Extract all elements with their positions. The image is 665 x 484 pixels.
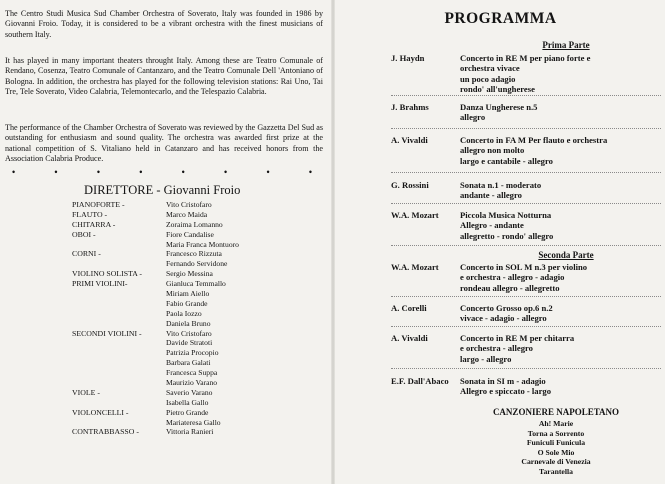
- roster-row: [72, 368, 322, 378]
- work-line: allegro non molto: [460, 145, 525, 156]
- entry-divider: [391, 172, 661, 173]
- composer-name: A. Vivaldi: [391, 135, 428, 145]
- musician-name: Barbara Galati: [166, 358, 211, 368]
- roster-row: [72, 418, 322, 428]
- work-line: andante - allegro: [460, 190, 522, 201]
- work-description: [460, 210, 665, 241]
- section-label: [72, 358, 166, 368]
- musician-name: Fabio Grande: [166, 298, 208, 308]
- roster-row: [72, 289, 322, 299]
- section-label: OBOI -: [72, 229, 96, 239]
- section-label: PIANOFORTE -: [72, 200, 125, 209]
- work-description: [460, 303, 665, 324]
- left-page: [0, 0, 330, 484]
- right-page: [336, 0, 665, 484]
- composer-name: W.A. Mozart: [391, 210, 439, 220]
- musician-name: Davide Stratoti: [166, 338, 213, 348]
- song-title: Carnevale di Venezia: [521, 457, 591, 467]
- composer-name: A. Corelli: [391, 303, 427, 313]
- work-line: rondeau allegro - allegretto: [460, 282, 560, 293]
- work-line: Sonata n.1 - moderato: [460, 180, 542, 190]
- musician-name: Maurizio Varano: [166, 378, 218, 388]
- musician-name: Gianluca Temmallo: [166, 279, 226, 289]
- entry-divider: [391, 128, 661, 129]
- song-title: Tarantella: [539, 466, 573, 476]
- composer-name: G. Rossini: [391, 180, 429, 190]
- roster-row: [72, 269, 322, 279]
- director-heading: DIRETTORE - Giovanni Froio: [84, 183, 241, 197]
- work-line: e orchestra - allegro: [460, 343, 533, 354]
- section-label: CORNI -: [72, 249, 101, 259]
- work-description: [460, 53, 665, 94]
- about-paragraph-3: The performance of the Chamber Orchestra of Soverato was reviewed by the Gazzetta Del Sud as outstanding for enthusiasm and sound quality. The orchestra was awarded first prize at the national competition of S. Vitaliano held in Catanzaro and has received honors from the Association Calabria Produce.: [5, 123, 323, 164]
- roster-row: [72, 408, 322, 418]
- section-label: [72, 240, 166, 250]
- work-line: largo - allegro: [460, 353, 512, 364]
- canzoniere-list: [456, 419, 656, 477]
- work-line: un poco adagio: [460, 73, 516, 84]
- work-line: allegro: [460, 112, 486, 123]
- musician-name: Francesco Rizzuta: [166, 249, 222, 259]
- section-label: [72, 398, 166, 408]
- work-line: Danza Ungherese n.5: [460, 102, 538, 112]
- page-fold: [331, 0, 335, 484]
- section-label: CONTRABBASSO -: [72, 427, 139, 437]
- musician-name: Sergio Messina: [166, 269, 213, 279]
- roster-row: [72, 427, 322, 437]
- roster-row: [72, 279, 322, 289]
- composer-name: A. Vivaldi: [391, 333, 428, 343]
- entry-divider: [391, 245, 661, 246]
- canzoniere-heading: CANZONIERE NAPOLETANO: [492, 407, 620, 417]
- roster-row: [72, 378, 322, 388]
- section-label: [72, 368, 166, 378]
- section-label: FLAUTO -: [72, 209, 108, 219]
- work-description: [460, 180, 665, 201]
- section-label: CHITARRA -: [72, 219, 116, 229]
- roster-row: [72, 319, 322, 329]
- work-line: Piccola Musica Notturna: [460, 210, 552, 220]
- work-line: Sonata in SI m - adagio: [460, 376, 546, 386]
- work-line: largo e cantabile - allegro: [460, 155, 553, 166]
- section-label: [72, 348, 166, 358]
- roster-row: [72, 240, 322, 250]
- dot-separator: • • • • • • • •: [12, 167, 312, 177]
- work-line: rondo' all'ungherese: [460, 83, 535, 94]
- musician-name: Isabella Gallo: [166, 397, 209, 407]
- musician-name: Fiore Candalise: [166, 229, 214, 239]
- work-description: [460, 102, 665, 123]
- work-line: e orchestra - allegro - adagio: [460, 272, 565, 283]
- roster-row: [72, 338, 322, 348]
- section-label: VIOLONCELLI -: [72, 407, 129, 417]
- musician-name: Paola Iozzo: [166, 308, 202, 318]
- work-description: [460, 262, 665, 293]
- section-label: [72, 378, 166, 388]
- prima-parte-heading: Prima Parte: [542, 40, 590, 50]
- musician-name: Daniela Bruno: [166, 318, 211, 328]
- roster-row: [72, 398, 322, 408]
- section-label: [72, 309, 166, 319]
- composer-name: J. Brahms: [391, 102, 429, 112]
- roster-row: [72, 388, 322, 398]
- entry-divider: [391, 95, 661, 96]
- roster-row: [72, 299, 322, 309]
- work-line: Concerto in RE M per piano forte e: [460, 53, 591, 63]
- roster-row: [72, 220, 322, 230]
- section-label: [72, 418, 166, 428]
- work-line: Concerto in SOL M n.3 per violino: [460, 262, 588, 272]
- composer-name: W.A. Mozart: [391, 262, 439, 272]
- seconda-parte-heading: Seconda Parte: [538, 250, 594, 260]
- musician-name: Francesca Suppa: [166, 368, 218, 378]
- musician-name: Vittoria Ranieri: [166, 427, 214, 437]
- entry-divider: [391, 326, 661, 327]
- section-label: [72, 319, 166, 329]
- section-label: VIOLINO SOLISTA -: [72, 269, 142, 279]
- section-label: PRIMI VIOLINI-: [72, 279, 128, 289]
- roster-row: [72, 358, 322, 368]
- work-line: Concerto in FA M Per flauto e orchestra: [460, 135, 608, 145]
- composer-name: J. Haydn: [391, 53, 425, 63]
- work-line: allegretto - rondo' allegro: [460, 230, 554, 241]
- roster-row: [72, 200, 322, 210]
- section-label: [72, 259, 166, 269]
- musician-name: Fernando Servidone: [166, 259, 228, 269]
- song-title: O Sole Mio: [537, 447, 575, 457]
- roster-row: [72, 309, 322, 319]
- section-label: SECONDI VIOLINI -: [72, 328, 142, 338]
- work-line: Allegro - andante: [460, 220, 524, 231]
- work-line: Concerto Grosso op.6 n.2: [460, 303, 553, 313]
- section-label: [72, 299, 166, 309]
- work-line: Allegro e spiccato - largo: [460, 386, 552, 397]
- work-line: orchestra vivace: [460, 63, 520, 74]
- orchestra-roster: [72, 200, 322, 437]
- work-description: [460, 135, 665, 166]
- about-paragraph-1: The Centro Studi Musica Sud Chamber Orchestra of Soverato, Italy was founded in 1986 by Giovanni Froio. Today, it is considered to be a vibrant orchestra with the finest musicians of southern Italy.: [5, 9, 323, 39]
- work-description: [460, 333, 665, 364]
- musician-name: Patrizia Procopio: [166, 348, 219, 358]
- section-label: VIOLE -: [72, 387, 100, 397]
- musician-name: Maria Franca Montuoro: [166, 239, 239, 249]
- work-line: vivace - adagio - allegro: [460, 313, 547, 324]
- entry-divider: [391, 296, 661, 297]
- musician-name: Marco Maida: [166, 209, 208, 219]
- roster-row: [72, 348, 322, 358]
- musician-name: Miriam Aiello: [166, 289, 210, 299]
- section-label: [72, 289, 166, 299]
- song-title: Ah! Marie: [538, 419, 574, 428]
- roster-row: [72, 249, 322, 259]
- entry-divider: [391, 203, 661, 204]
- roster-row: [72, 210, 322, 220]
- musician-name: Saverio Varano: [166, 387, 213, 397]
- composer-name: E.F. Dall'Abaco: [391, 376, 449, 386]
- musician-name: Vito Cristofaro: [166, 200, 212, 209]
- entry-divider: [391, 368, 661, 369]
- song-title: Torna a Sorrento: [527, 428, 585, 438]
- work-line: Concerto in RE M per chitarra: [460, 333, 575, 343]
- work-description: [460, 376, 665, 397]
- about-paragraph-2: It has played in many important theaters throught Italy. Among these are Teatro Comunale of Rendano, Cosenza, Teatro Comunale of Cantanzaro, and the Teatro Comunale Dell 'Antoniano of Bologna. In addition, the orchestra has played for the following television stations: Rai Uno, Tai Tre, Tele Soverato, Video Calabria, Telemontecarlo, and the Telespazio Calabria.: [5, 56, 323, 97]
- roster-row: [72, 259, 322, 269]
- song-title: Funiculi Funicula: [526, 438, 586, 448]
- musician-name: Pietro Grande: [166, 407, 209, 417]
- musician-name: Zoraima Lomanno: [166, 219, 223, 229]
- musician-name: Mariateresa Gallo: [166, 417, 221, 427]
- programma-title: PROGRAMMA: [444, 10, 557, 27]
- roster-row: [72, 329, 322, 339]
- section-label: [72, 338, 166, 348]
- roster-row: [72, 230, 322, 240]
- musician-name: Vito Cristofaro: [166, 328, 212, 338]
